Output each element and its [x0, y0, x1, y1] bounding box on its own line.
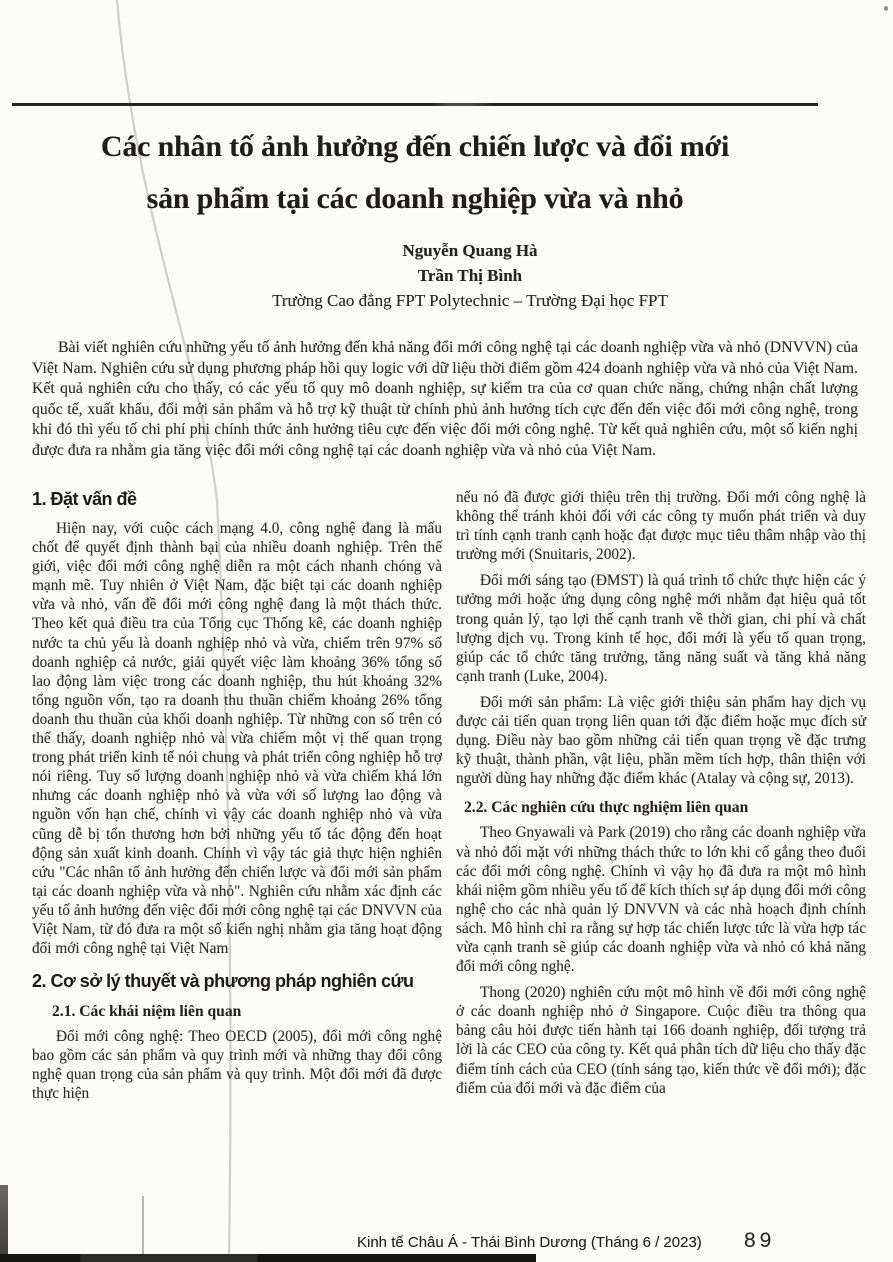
- article-title: [0, 121, 830, 225]
- section-1-heading: 1. Đặt vấn đề: [32, 489, 137, 509]
- author-name-1: Nguyễn Quang Hà: [402, 241, 538, 260]
- page-number: 89: [744, 1229, 776, 1252]
- product-innovation-paragraph: Đổi mới sản phẩm: Là việc giới thiệu sản phẩm hay dịch vụ được cải tiến quan trọng liên quan tới đặc điểm hoặc mục đích sử dụng. Điều này bao gồm những cải tiến quan trọng về đặc trưng kỹ thuật, thành phần, vật liệu, phần mềm tích hợp, thân thiện với người dùng hay những đặc điểm khác (Atalay và cộng sự, 2013).: [456, 693, 866, 788]
- article-title-line-2: sản phẩm tại các doanh nghiệp vừa và nhỏ: [146, 182, 684, 215]
- section-2-2-heading: 2.2. Các nghiên cứu thực nghiệm liên quan: [464, 799, 749, 817]
- body-columns: [32, 488, 866, 1104]
- header-rule: [12, 103, 818, 106]
- author-name-2: Trần Thị Bình: [417, 266, 523, 285]
- author-affiliation: Trường Cao đẳng FPT Polytechnic – Trường Đại học FPT: [272, 291, 668, 310]
- scan-bottom-edge-artifact: [0, 1254, 536, 1262]
- article-title-line-1: Các nhân tố ảnh hưởng đến chiến lược và đổi mới: [100, 130, 730, 163]
- gnyawali-park-paragraph: Theo Gnyawali và Park (2019) cho rằng các doanh nghiệp vừa và nhỏ đối mặt với những thách thức to lớn khi cố gắng theo đuổi các đổi mới công nghệ. Chính vì vậy họ đã đưa ra một mô hình khái niệm gồm nhiều yếu tố để kích thích sự áp dụng đổi mới công nghệ cho các nhà quản lý DNVVN và các nhà hoạch định chính sách. Mô hình chỉ ra rằng sự hợp tác chiến lược tức là vừa hợp tác vừa cạnh tranh sẽ giúp các doanh nghiệp vừa và nhỏ có khả năng đổi mới công nghệ.: [456, 824, 866, 976]
- journal-footer-text: Kinh tế Châu Á - Thái Bình Dương (Tháng 6 / 2023): [357, 1234, 702, 1251]
- abstract-paragraph: Bài viết nghiên cứu những yếu tố ảnh hưởng đến khả năng đổi mới công nghệ tại các doanh nghiệp vừa và nhỏ (DNVVN) của Việt Nam. Nghiên cứu sử dụng phương pháp hồi quy logic với dữ liệu thời điểm gồm 424 doanh nghiệp vừa và nhỏ của Việt Nam. Kết quả nghiên cứu cho thấy, có các yếu tố quy mô doanh nghiệp, sự kiểm tra của cơ quan chức năng, chứng nhận chất lượng quốc tế, xuất khẩu, đổi mới sản phẩm và hỗ trợ kỹ thuật từ chính phủ ảnh hưởng tích cực đến đến việc đổi mới công nghệ, trong khi đó thì yếu tố chi phí phi chính thức ảnh hưởng tiêu cực đến việc đổi mới công nghệ. Từ kết quả nghiên cứu, một số kiến nghị được đưa ra nhằm gia tăng việc đổi mới công nghệ tại các doanh nghiệp vừa và nhỏ của Việt Nam.: [32, 339, 858, 459]
- innovation-definition-paragraph: Đổi mới sáng tạo (ĐMST) là quá trình tổ chức thực hiện các ý tưởng mới hoặc ứng dụng công nghệ mới nhằm đạt hiệu quả tốt trong quản lý, tạo lợi thế cạnh tranh về thời gian, chi phí và chất lượng dịch vụ. Trong kinh tế học, đổi mới là yếu tố quan trọng, giúp các tổ chức tăng trưởng, tăng năng suất và tăng khả năng cạnh tranh (Luke, 2004).: [456, 572, 866, 685]
- scan-left-edge-artifact: [0, 1185, 8, 1262]
- left-column: [32, 488, 442, 1104]
- thong-study-paragraph: Thong (2020) nghiên cứu một mô hình về đổi mới công nghệ ở các doanh nghiệp nhỏ ở Singapore. Cuộc điều tra thông qua bảng câu hỏi được tiến hành tại 166 doanh nghiệp, đối tượng trả lời là các CEO của công ty. Kết quả phân tích dữ liệu cho thấy đặc điểm tính cách của CEO (tính sáng tạo, kiến thức về đổi mới); đặc điểm của đổi mới và đặc điểm của: [456, 984, 866, 1097]
- section-2-1-heading: 2.1. Các khái niệm liên quan: [52, 1003, 242, 1021]
- section-1-paragraph: Hiện nay, với cuộc cách mạng 4.0, công nghệ đang là mấu chốt để quyết định thành bại của nhiều doanh nghiệp. Trên thế giới, việc đổi mới công nghệ diễn ra một cách nhanh chóng và mạnh mẽ. Tuy nhiên ở Việt Nam, đặc biệt tại các doanh nghiệp vừa và nhỏ, vấn đề đổi mới công nghệ đang là một thách thức. Theo kết quả điều tra của Tổng cục Thống kê, các doanh nghiệp nước ta chủ yếu là doanh nghiệp nhỏ và vừa, chiếm trên 97% số doanh nghiệp cả nước, giải quyết việc làm khoảng 36% tổng số lao động làm việc trong các doanh nghiệp, thu hút khoảng 32% tổng nguồn vốn, tạo ra doanh thu thuần chiếm khoảng 26% tổng doanh thu thuần của khối doanh nghiệp. Từ những con số trên có thể thấy, doanh nghiệp nhỏ và vừa chiếm một vị thế quan trọng trong phát triển kinh tế nói chung và phát triển công nghiệp hỗ trợ nói riêng. Tuy số lượng doanh nghiệp nhỏ và vừa chiếm khá lớn nhưng các doanh nghiệp nhỏ và vừa với số lượng lao động và nguồn vốn hạn chế, chính vì vậy các doanh nghiệp nhỏ và vừa cũng dễ bị tổn thương hơn bởi những yếu tố tác động đến hoạt động sản xuất kinh doanh. Chính vì vậy tác giả thực hiện nghiên cứu "Các nhân tố ảnh hưởng đến chiến lược và đổi mới sản phẩm tại các doanh nghiệp vừa và nhỏ". Nghiên cứu nhằm xác định các yếu tố ảnh hưởng đến việc đổi mới công nghệ tại các DNVVN của Việt Nam, từ đó đưa ra một số kiến nghị nhằm gia tăng hoạt động đổi mới công nghệ tại Việt Nam: [32, 520, 442, 958]
- section-2-heading: 2. Cơ sở lý thuyết và phương pháp nghiên cứu: [32, 971, 414, 992]
- author-block: [50, 238, 890, 313]
- continuation-paragraph: nếu nó đã được giới thiệu trên thị trường. Đổi mới công nghệ là không thể tránh khỏi đối với các công ty muốn phát triển và duy trì tính cạnh tranh cạnh hoặc đạt được mục tiêu thâm nhập vào thị trường mới (Snuitaris, 2002).: [456, 489, 866, 564]
- scan-speck-artifact: [884, 6, 888, 11]
- section-2-1-paragraph: Đổi mới công nghệ: Theo OECD (2005), đổi mới công nghệ bao gồm các sản phẩm và quy trình mới và những thay đổi công nghệ quan trọng của sản phẩm và quy trình. Một đổi mới đã được thực hiện: [32, 1028, 442, 1103]
- right-column: [456, 488, 866, 1104]
- scan-bottom-crease-artifact: [142, 1196, 144, 1254]
